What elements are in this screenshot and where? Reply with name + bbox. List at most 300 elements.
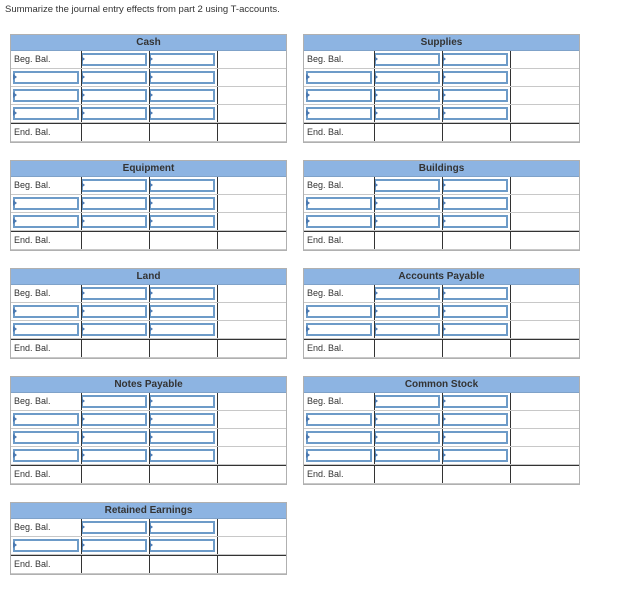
debit-input[interactable] (81, 413, 147, 426)
column-divider (510, 177, 511, 194)
t-account-buildings (303, 160, 580, 251)
entry-label-input[interactable] (306, 107, 372, 120)
credit-input[interactable] (149, 539, 215, 552)
end-bal-row (11, 465, 286, 484)
debit-input[interactable] (81, 323, 147, 336)
empty-cell (510, 323, 576, 336)
debit-input[interactable] (374, 305, 440, 318)
credit-input[interactable] (442, 449, 508, 462)
empty-cell (217, 449, 283, 462)
column-divider (374, 466, 375, 483)
entry-label-input[interactable] (306, 305, 372, 318)
entry-label-input[interactable] (306, 71, 372, 84)
credit-input[interactable] (149, 179, 215, 192)
empty-cell (217, 89, 283, 102)
column-divider (149, 177, 150, 194)
column-divider (149, 321, 150, 338)
column-divider (81, 447, 82, 464)
debit-input[interactable] (81, 287, 147, 300)
empty-cell (510, 305, 576, 318)
column-divider (149, 195, 150, 212)
column-divider (510, 447, 511, 464)
column-divider (217, 466, 218, 483)
entry-label-input[interactable] (306, 323, 372, 336)
column-divider (442, 69, 443, 86)
column-divider (510, 124, 511, 141)
end-bal-row (11, 339, 286, 358)
column-divider (374, 51, 375, 68)
credit-input[interactable] (442, 179, 508, 192)
column-divider (217, 213, 218, 230)
instruction-text: Summarize the journal entry effects from part 2 using T-accounts. (5, 4, 280, 15)
debit-input[interactable] (374, 107, 440, 120)
column-divider (149, 87, 150, 104)
beg-bal-label: Beg. Bal. (14, 180, 51, 190)
column-divider (149, 447, 150, 464)
entry-label-input[interactable] (306, 431, 372, 444)
entry-label-input[interactable] (306, 89, 372, 102)
t-account-land (10, 268, 287, 359)
column-divider (374, 340, 375, 357)
column-divider (374, 124, 375, 141)
column-divider (81, 177, 82, 194)
debit-input[interactable] (81, 431, 147, 444)
end-bal-row (11, 555, 286, 574)
column-divider (81, 105, 82, 122)
end-credit-balance (149, 342, 215, 355)
t-account-title: Supplies (304, 35, 579, 51)
column-divider (149, 556, 150, 573)
end-bal-label: End. Bal. (14, 559, 51, 569)
column-divider (217, 321, 218, 338)
entry-row (304, 87, 579, 105)
debit-input[interactable] (81, 71, 147, 84)
column-divider (149, 340, 150, 357)
column-divider (442, 393, 443, 410)
debit-input[interactable] (374, 53, 440, 66)
end-bal-row (304, 123, 579, 142)
end-credit-balance (442, 342, 508, 355)
column-divider (510, 340, 511, 357)
debit-input[interactable] (81, 179, 147, 192)
empty-cell (217, 234, 283, 247)
t-account-title: Land (11, 269, 286, 285)
column-divider (510, 303, 511, 320)
column-divider (81, 51, 82, 68)
column-divider (149, 519, 150, 536)
entry-label-input[interactable] (13, 413, 79, 426)
column-divider (442, 87, 443, 104)
column-divider (217, 195, 218, 212)
debit-input[interactable] (81, 449, 147, 462)
column-divider (81, 519, 82, 536)
entry-row (11, 321, 286, 339)
empty-cell (217, 342, 283, 355)
column-divider (442, 340, 443, 357)
column-divider (442, 177, 443, 194)
t-account-common-stock (303, 376, 580, 485)
beg-bal-row (11, 393, 286, 411)
debit-input[interactable] (81, 539, 147, 552)
column-divider (374, 105, 375, 122)
column-divider (81, 321, 82, 338)
credit-input[interactable] (149, 107, 215, 120)
debit-input[interactable] (374, 215, 440, 228)
column-divider (510, 213, 511, 230)
credit-input[interactable] (149, 89, 215, 102)
t-account-title: Accounts Payable (304, 269, 579, 285)
t-account-title: Cash (11, 35, 286, 51)
debit-input[interactable] (81, 107, 147, 120)
t-account-supplies (303, 34, 580, 143)
debit-input[interactable] (374, 323, 440, 336)
column-divider (442, 124, 443, 141)
debit-input[interactable] (81, 395, 147, 408)
column-divider (217, 447, 218, 464)
credit-input[interactable] (442, 71, 508, 84)
empty-cell (217, 53, 283, 66)
entry-row (11, 195, 286, 213)
column-divider (374, 177, 375, 194)
debit-input[interactable] (374, 179, 440, 192)
column-divider (81, 340, 82, 357)
entry-label-input[interactable] (13, 71, 79, 84)
column-divider (374, 429, 375, 446)
entry-row (304, 213, 579, 231)
column-divider (81, 429, 82, 446)
column-divider (217, 285, 218, 302)
column-divider (217, 340, 218, 357)
credit-input[interactable] (442, 215, 508, 228)
column-divider (217, 232, 218, 249)
entry-row (304, 195, 579, 213)
empty-cell (510, 197, 576, 210)
entry-label-input[interactable] (13, 107, 79, 120)
empty-cell (510, 413, 576, 426)
end-bal-label: End. Bal. (14, 127, 51, 137)
column-divider (81, 69, 82, 86)
empty-cell (510, 449, 576, 462)
entry-row (11, 447, 286, 465)
column-divider (81, 195, 82, 212)
empty-cell (510, 395, 576, 408)
column-divider (149, 429, 150, 446)
entry-label-input[interactable] (306, 197, 372, 210)
credit-input[interactable] (149, 215, 215, 228)
debit-input[interactable] (374, 395, 440, 408)
entry-row (11, 69, 286, 87)
debit-input[interactable] (81, 215, 147, 228)
end-bal-row (11, 231, 286, 250)
column-divider (374, 393, 375, 410)
credit-input[interactable] (149, 197, 215, 210)
column-divider (149, 537, 150, 554)
entry-label-input[interactable] (13, 197, 79, 210)
beg-bal-row (11, 177, 286, 195)
end-bal-label: End. Bal. (307, 127, 344, 137)
column-divider (442, 285, 443, 302)
debit-input[interactable] (81, 197, 147, 210)
end-bal-row (304, 339, 579, 358)
end-debit-balance (81, 558, 147, 571)
entry-row (304, 429, 579, 447)
empty-cell (510, 107, 576, 120)
t-account-accounts-payable (303, 268, 580, 359)
column-divider (510, 466, 511, 483)
end-bal-label: End. Bal. (14, 235, 51, 245)
credit-input[interactable] (149, 413, 215, 426)
empty-cell (217, 305, 283, 318)
beg-bal-row (11, 519, 286, 537)
end-credit-balance (149, 468, 215, 481)
credit-input[interactable] (149, 287, 215, 300)
credit-input[interactable] (442, 431, 508, 444)
column-divider (374, 69, 375, 86)
entry-row (11, 429, 286, 447)
column-divider (374, 303, 375, 320)
column-divider (81, 393, 82, 410)
column-divider (217, 411, 218, 428)
debit-input[interactable] (374, 197, 440, 210)
column-divider (442, 466, 443, 483)
column-divider (217, 429, 218, 446)
empty-cell (217, 197, 283, 210)
entry-label-input[interactable] (13, 305, 79, 318)
empty-cell (217, 539, 283, 552)
credit-input[interactable] (149, 395, 215, 408)
column-divider (217, 537, 218, 554)
credit-input[interactable] (442, 89, 508, 102)
debit-input[interactable] (374, 413, 440, 426)
entry-label-input[interactable] (306, 215, 372, 228)
empty-cell (217, 107, 283, 120)
entry-row (304, 321, 579, 339)
empty-cell (510, 468, 576, 481)
column-divider (510, 429, 511, 446)
end-bal-label: End. Bal. (307, 343, 344, 353)
t-account-title: Equipment (11, 161, 286, 177)
beg-bal-row (304, 177, 579, 195)
column-divider (149, 285, 150, 302)
entry-row (11, 537, 286, 555)
end-debit-balance (81, 126, 147, 139)
column-divider (217, 87, 218, 104)
credit-input[interactable] (149, 449, 215, 462)
t-account-title: Common Stock (304, 377, 579, 393)
column-divider (217, 51, 218, 68)
column-divider (217, 105, 218, 122)
end-credit-balance (149, 126, 215, 139)
column-divider (374, 411, 375, 428)
column-divider (374, 195, 375, 212)
column-divider (81, 411, 82, 428)
debit-input[interactable] (81, 521, 147, 534)
t-account-retained-earnings (10, 502, 287, 575)
empty-cell (510, 234, 576, 247)
entry-label-input[interactable] (306, 449, 372, 462)
column-divider (81, 556, 82, 573)
end-credit-balance (149, 558, 215, 571)
end-debit-balance (81, 468, 147, 481)
column-divider (81, 285, 82, 302)
column-divider (374, 232, 375, 249)
empty-cell (217, 558, 283, 571)
beg-bal-row (304, 51, 579, 69)
debit-input[interactable] (81, 89, 147, 102)
debit-input[interactable] (374, 89, 440, 102)
credit-input[interactable] (149, 431, 215, 444)
credit-input[interactable] (442, 395, 508, 408)
end-debit-balance (81, 342, 147, 355)
credit-input[interactable] (442, 305, 508, 318)
column-divider (217, 69, 218, 86)
column-divider (442, 195, 443, 212)
credit-input[interactable] (442, 197, 508, 210)
end-debit-balance (81, 234, 147, 247)
entry-label-input[interactable] (13, 431, 79, 444)
column-divider (149, 232, 150, 249)
empty-cell (510, 342, 576, 355)
empty-cell (217, 71, 283, 84)
entry-label-input[interactable] (13, 539, 79, 552)
t-account-title: Retained Earnings (11, 503, 286, 519)
column-divider (149, 411, 150, 428)
entry-row (304, 69, 579, 87)
column-divider (510, 105, 511, 122)
beg-bal-row (304, 393, 579, 411)
column-divider (149, 105, 150, 122)
empty-cell (510, 53, 576, 66)
empty-cell (510, 89, 576, 102)
column-divider (442, 429, 443, 446)
column-divider (442, 411, 443, 428)
column-divider (149, 69, 150, 86)
entry-label-input[interactable] (13, 449, 79, 462)
credit-input[interactable] (149, 521, 215, 534)
entry-row (11, 213, 286, 231)
column-divider (510, 51, 511, 68)
entry-row (304, 303, 579, 321)
column-divider (510, 69, 511, 86)
column-divider (149, 51, 150, 68)
credit-input[interactable] (442, 107, 508, 120)
entry-row (11, 303, 286, 321)
column-divider (374, 285, 375, 302)
beg-bal-label: Beg. Bal. (307, 54, 344, 64)
t-account-title: Notes Payable (11, 377, 286, 393)
column-divider (510, 411, 511, 428)
empty-cell (510, 287, 576, 300)
column-divider (374, 447, 375, 464)
end-debit-balance (374, 468, 440, 481)
debit-input[interactable] (374, 449, 440, 462)
empty-cell (510, 71, 576, 84)
column-divider (149, 124, 150, 141)
column-divider (149, 393, 150, 410)
column-divider (510, 285, 511, 302)
debit-input[interactable] (81, 305, 147, 318)
beg-bal-row (11, 285, 286, 303)
t-account-cash (10, 34, 287, 143)
entry-row (304, 411, 579, 429)
beg-bal-label: Beg. Bal. (14, 396, 51, 406)
column-divider (149, 213, 150, 230)
column-divider (374, 321, 375, 338)
debit-input[interactable] (374, 431, 440, 444)
entry-row (11, 105, 286, 123)
column-divider (374, 87, 375, 104)
entry-label-input[interactable] (13, 323, 79, 336)
credit-input[interactable] (149, 53, 215, 66)
end-credit-balance (442, 468, 508, 481)
column-divider (217, 556, 218, 573)
column-divider (442, 321, 443, 338)
empty-cell (510, 431, 576, 444)
entry-label-input[interactable] (13, 89, 79, 102)
entry-row (11, 411, 286, 429)
entry-label-input[interactable] (13, 215, 79, 228)
column-divider (374, 213, 375, 230)
entry-row (304, 447, 579, 465)
credit-input[interactable] (442, 287, 508, 300)
end-credit-balance (442, 234, 508, 247)
credit-input[interactable] (149, 305, 215, 318)
column-divider (442, 105, 443, 122)
t-account-notes-payable (10, 376, 287, 485)
column-divider (510, 393, 511, 410)
empty-cell (510, 215, 576, 228)
credit-input[interactable] (442, 53, 508, 66)
empty-cell (217, 323, 283, 336)
beg-bal-label: Beg. Bal. (307, 180, 344, 190)
entry-label-input[interactable] (306, 413, 372, 426)
beg-bal-row (304, 285, 579, 303)
column-divider (217, 303, 218, 320)
debit-input[interactable] (374, 71, 440, 84)
end-debit-balance (374, 234, 440, 247)
end-bal-row (304, 231, 579, 250)
column-divider (149, 466, 150, 483)
credit-input[interactable] (442, 413, 508, 426)
column-divider (81, 213, 82, 230)
credit-input[interactable] (149, 71, 215, 84)
column-divider (442, 447, 443, 464)
beg-bal-label: Beg. Bal. (14, 522, 51, 532)
credit-input[interactable] (442, 323, 508, 336)
end-bal-row (304, 465, 579, 484)
debit-input[interactable] (81, 53, 147, 66)
entry-row (304, 105, 579, 123)
column-divider (217, 519, 218, 536)
column-divider (81, 303, 82, 320)
beg-bal-label: Beg. Bal. (307, 288, 344, 298)
column-divider (510, 321, 511, 338)
column-divider (442, 51, 443, 68)
empty-cell (217, 179, 283, 192)
column-divider (510, 87, 511, 104)
empty-cell (217, 215, 283, 228)
empty-cell (217, 521, 283, 534)
column-divider (217, 393, 218, 410)
beg-bal-label: Beg. Bal. (307, 396, 344, 406)
beg-bal-row (11, 51, 286, 69)
end-bal-label: End. Bal. (14, 343, 51, 353)
column-divider (442, 213, 443, 230)
empty-cell (217, 413, 283, 426)
column-divider (81, 232, 82, 249)
debit-input[interactable] (374, 287, 440, 300)
credit-input[interactable] (149, 323, 215, 336)
